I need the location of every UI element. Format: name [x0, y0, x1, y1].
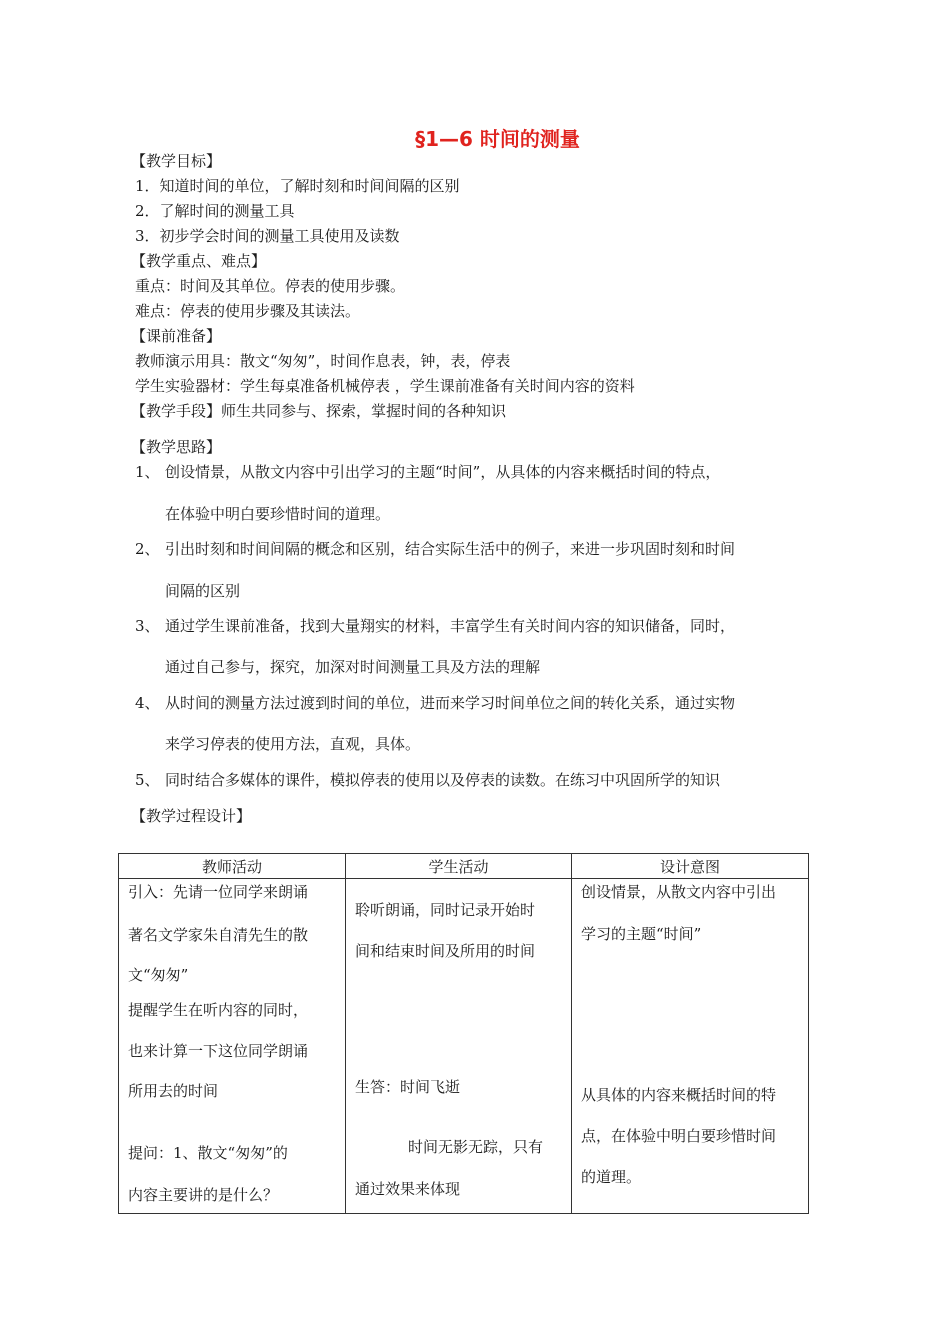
design-intent-cell — [572, 879, 809, 1214]
objective-item-3: 3．初步学会时间的测量工具使用及读数 — [135, 227, 400, 245]
teacher-line: 也来计算一下这位同学朗诵 — [128, 1042, 309, 1060]
header-design-intent: 设计意图 — [572, 854, 809, 879]
teacher-line: 引入：先请一位同学来朗诵 — [128, 883, 309, 901]
idea-item-1-line2: 在体验中明白要珍惜时间的道理。 — [165, 505, 391, 523]
idea-item-2-line1: 引出时刻和时间间隔的概念和区别，结合实际生活中的例子，来进一步巩固时刻和时间 — [165, 540, 736, 558]
teacher-line: 内容主要讲的是什么？ — [128, 1186, 279, 1204]
teacher-line: 提问：1、散文“匆匆”的 — [128, 1144, 288, 1162]
idea-item-4-line1: 从时间的测量方法过渡到时间的单位，进而来学习时间单位之间的转化关系，通过实物 — [165, 694, 736, 712]
idea-item-1-line1: 创设情景，从散文内容中引出学习的主题“时间”，从具体的内容来概括时间的特点， — [165, 463, 721, 481]
idea-item-2-line2: 间隔的区别 — [165, 582, 241, 600]
teacher-activity-cell — [119, 879, 346, 1214]
intent-line: 创设情景，从散文内容中引出 — [581, 883, 777, 901]
objective-item-1: 1．知道时间的单位，了解时刻和时间间隔的区别 — [135, 177, 460, 195]
key-points-heading: 【教学重点、难点】 — [131, 252, 267, 270]
intent-line: 点，在体验中明白要珍惜时间 — [581, 1127, 777, 1145]
idea-num-1: 1、 — [135, 463, 160, 481]
intent-line: 的道理。 — [581, 1168, 642, 1186]
idea-num-3: 3、 — [135, 617, 160, 635]
idea-item-3-line1: 通过学生课前准备，找到大量翔实的材料，丰富学生有关时间内容的知识储备，同时， — [165, 617, 736, 635]
student-line: 生答：时间飞逝 — [355, 1078, 461, 1096]
difficult-point-text: 难点：停表的使用步骤及其读法。 — [135, 302, 361, 320]
teacher-line: 著名文学家朱自清先生的散 — [128, 926, 309, 944]
teacher-line: 提醒学生在听内容的同时， — [128, 1001, 309, 1019]
student-line: 间和结束时间及所用的时间 — [355, 942, 536, 960]
header-student-activity: 学生活动 — [346, 854, 572, 879]
header-teacher-activity: 教师活动 — [119, 854, 346, 879]
intent-line: 从具体的内容来概括时间的特 — [581, 1086, 777, 1104]
idea-item-3-line2: 通过自己参与，探究，加深对时间测量工具及方法的理解 — [165, 658, 541, 676]
idea-num-4: 4、 — [135, 694, 160, 712]
teacher-tools-text: 教师演示用具：散文“匆匆”，时间作息表，钟，表，停表 — [135, 352, 511, 370]
table-row — [119, 879, 809, 1214]
student-activity-cell — [346, 879, 572, 1214]
table-header-row — [119, 854, 809, 879]
ideas-heading: 【教学思路】 — [131, 438, 222, 456]
preparation-heading: 【课前准备】 — [131, 327, 222, 345]
process-heading: 【教学过程设计】 — [131, 807, 252, 825]
page-title: §1—6 时间的测量 — [415, 127, 580, 151]
student-equipment-text: 学生实验器材：学生每桌准备机械停表 ，学生课前准备有关时间内容的资料 — [135, 377, 635, 395]
idea-item-4-line2: 来学习停表的使用方法，直观，具体。 — [165, 735, 421, 753]
student-line: 聆听朗诵，同时记录开始时 — [355, 901, 536, 919]
intent-line: 学习的主题“时间” — [581, 925, 702, 943]
teacher-line: 所用去的时间 — [128, 1082, 219, 1100]
teacher-line: 文“匆匆” — [128, 966, 189, 984]
student-line: 通过效果来体现 — [355, 1180, 461, 1198]
teaching-process-table — [118, 853, 809, 1214]
idea-item-5-line1: 同时结合多媒体的课件，模拟停表的使用以及停表的读数。在练习中巩固所学的知识 — [165, 771, 721, 789]
idea-num-5: 5、 — [135, 771, 160, 789]
objective-item-2: 2．了解时间的测量工具 — [135, 202, 295, 220]
student-line: 时间无影无踪，只有 — [408, 1138, 544, 1156]
key-point-text: 重点：时间及其单位。停表的使用步骤。 — [135, 277, 406, 295]
teaching-means-text: 【教学手段】师生共同参与、探索，掌握时间的各种知识 — [131, 402, 507, 420]
objectives-heading: 【教学目标】 — [131, 152, 222, 170]
idea-num-2: 2、 — [135, 540, 160, 558]
